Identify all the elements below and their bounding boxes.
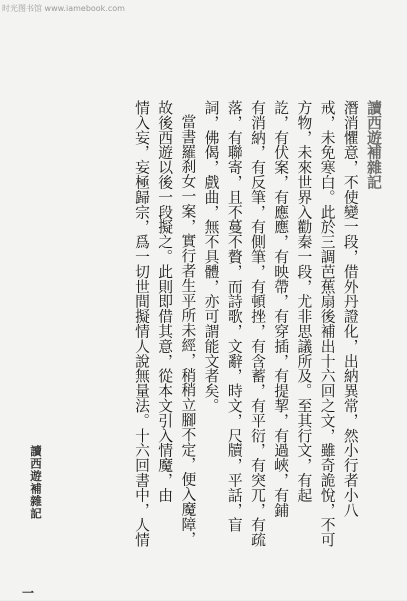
running-title: 讀西遊補雜記 — [29, 445, 43, 520]
text-column: 方物，未來世界入勸秦一段，尤非思議所及。至其行文，有起 — [295, 100, 313, 503]
text-column: 戒，未免寒白。此於三調芭蕉扇後補出十六回之文，雖奇詭悅，不可 — [318, 100, 336, 547]
column-title: 讀西遊補雜記 — [365, 100, 382, 190]
text-column: 詞，佛偈，戲曲，無不具體，亦可謂能文者矣。 — [202, 100, 220, 413]
vertical-text-body — [130, 100, 385, 570]
watermark-text: 时光图书馆 www.iamebook.com — [2, 4, 125, 13]
text-column: 當書羅刹女一案，實行者生平所未經，稍稍立腳不定，便入魔障， — [179, 114, 197, 547]
text-column: 有消納，有反筆，有側筆，有頓挫，有含蓄，有平衍，有突兀，有疏 — [248, 100, 266, 547]
text-column: 落，有聯寄，且不蔓不贅，而詩歌，文辭，時文，尺牘，平話，盲 — [225, 100, 243, 533]
text-column: 潛消懼意，不使變一段，借外丹證化，出納異常，然小行者小八 — [341, 100, 359, 518]
text-column: 訖，有伏案，有應應，有映帶，有穿插，有提挈，有過峽，有鋪 — [272, 100, 290, 518]
text-column: 故後西遊以後一段擬之。此則即借其意，從本文引入情魔，由 — [156, 100, 174, 503]
text-column: 情入妄，妄極歸宗，爲一切世間擬情人說無量法。十六回書中，人情 — [132, 100, 150, 547]
page-number: 一 — [22, 586, 35, 600]
